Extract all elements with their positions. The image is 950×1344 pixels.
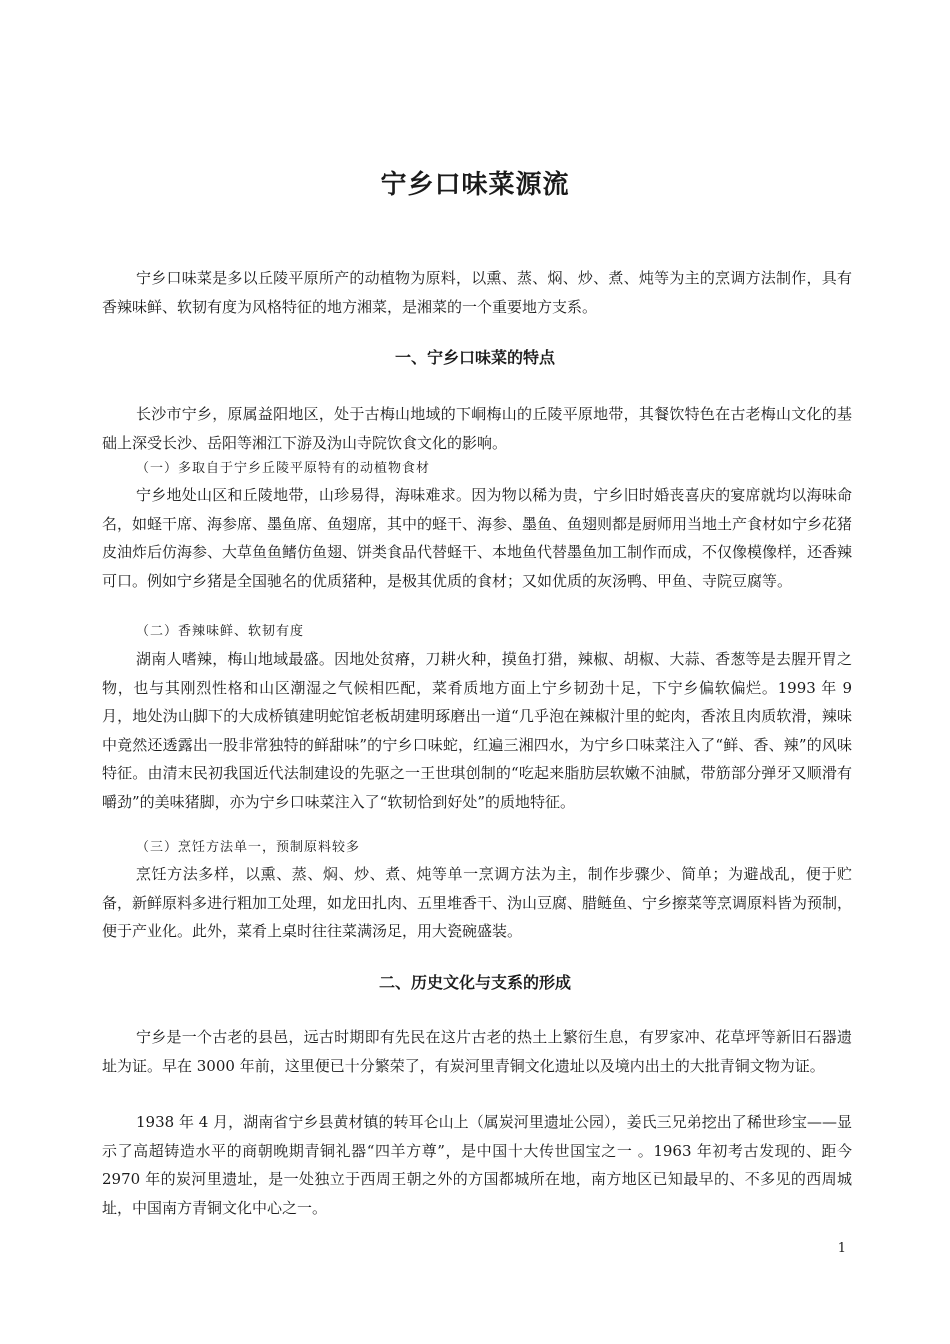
subsection-2-paragraph: 湖南人嗜辣，梅山地域最盛。因地处贫瘠，刀耕火种，摸鱼打猎，辣椒、胡椒、大蒜、香葱等是去腥开胃之物，也与其刚烈性格和山区潮湿之气候相匹配，菜肴质地方面上宁乡韧劲十足，下宁乡偏软偏烂。1993 年 9 月，地处沩山脚下的大成桥镇建明蛇馆老板胡建明琢磨出一道“几乎泡在辣椒汁里的蛇肉，香浓且肉质软滑，辣味中竟然还透露出一股非常独特的鲜甜味”的宁乡口味蛇，红遍三湘四水，为宁乡口味菜注入了“鲜、香、辣”的风味特征。由清末民初我国近代法制建设的先驱之一王世琪创制的“吃起来脂肪层软嫩不油腻，带筋部分弹牙又顺滑有嚼劲”的美味猪脚，亦为宁乡口味菜注入了“软韧恰到好处”的质地特征。 [102,650,852,811]
document-title: 宁乡口味菜源流 [380,170,570,200]
subsection-3-paragraph: 烹饪方法多样，以熏、蒸、焖、炒、煮、炖等单一烹调方法为主，制作步骤少、简单；为避战乱，便于贮备，新鲜原料多进行粗加工处理，如龙田扎肉、五里堆香干、沩山豆腐、腊鲢鱼、宁乡擦菜等烹调原料皆为预制，便于产业化。此外，菜肴上桌时往往菜满汤足，用大瓷碗盛装。 [102,865,853,941]
subsection-1-heading: （一）多取自于宁乡丘陵平原特有的动植物食材 [136,461,431,476]
section-1-paragraph: 长沙市宁乡，原属益阳地区，处于古梅山地域的下峒梅山的丘陵平原地带，其餐饮特色在古老梅山文化的基础上深受长沙、岳阳等湘江下游及沩山寺院饮食文化的影响。 [102,405,852,452]
page-number: 1 [837,1241,846,1256]
section-2-paragraph-1: 宁乡是一个古老的县邑，远古时期即有先民在这片古老的热土上繁衍生息，有罗家冲、花草坪等新旧石器遗址为证。早在 3000 年前，这里便已十分繁荣了，有炭河里青铜文化遗址以及境内出土的大批青铜文物为证。 [102,1028,852,1075]
section-2-heading: 二、历史文化与支系的形成 [378,973,571,992]
subsection-3-heading: （三）烹饪方法单一，预制原料较多 [136,840,361,855]
subsection-2-heading: （二）香辣味鲜、软韧有度 [136,624,305,639]
intro-paragraph: 宁乡口味菜是多以丘陵平原所产的动植物为原料，以熏、蒸、焖、炒、煮、炖等为主的烹调方法制作，具有香辣味鲜、软韧有度为风格特征的地方湘菜，是湘菜的一个重要地方支系。 [102,269,852,316]
section-1-heading: 一、宁乡口味菜的特点 [394,348,555,367]
subsection-1-paragraph: 宁乡地处山区和丘陵地带，山珍易得，海味难求。因为物以稀为贵，宁乡旧时婚丧喜庆的宴席就均以海味命名，如蛏干席、海参席、墨鱼席、鱼翅席，其中的蛏干、海参、墨鱼、鱼翅则都是厨师用当地土产食材如宁乡花猪皮油炸后仿海参、大草鱼鱼鳍仿鱼翅、饼类食品代替蛏干、本地鱼代替墨鱼加工制作而成，不仅像模像样，还香辣可口。例如宁乡猪是全国驰名的优质猪种，是极其优质的食材；又如优质的灰汤鸭、甲鱼、寺院豆腐等。 [102,486,853,590]
section-2-paragraph-2: 1938 年 4 月，湖南省宁乡县黄材镇的转耳仑山上（属炭河里遗址公园），姜氏三兄弟挖出了稀世珍宝——显示了高超铸造水平的商朝晚期青铜礼器“四羊方尊”，是中国十大传世国宝之一 。1963 年初考古发现的、距今 2970 年的炭河里遗址，是一处独立于西周王朝之外的方国都城所在地，南方地区已知最早的、不多见的西周城址，中国南方青铜文化中心之一。 [102,1113,852,1217]
